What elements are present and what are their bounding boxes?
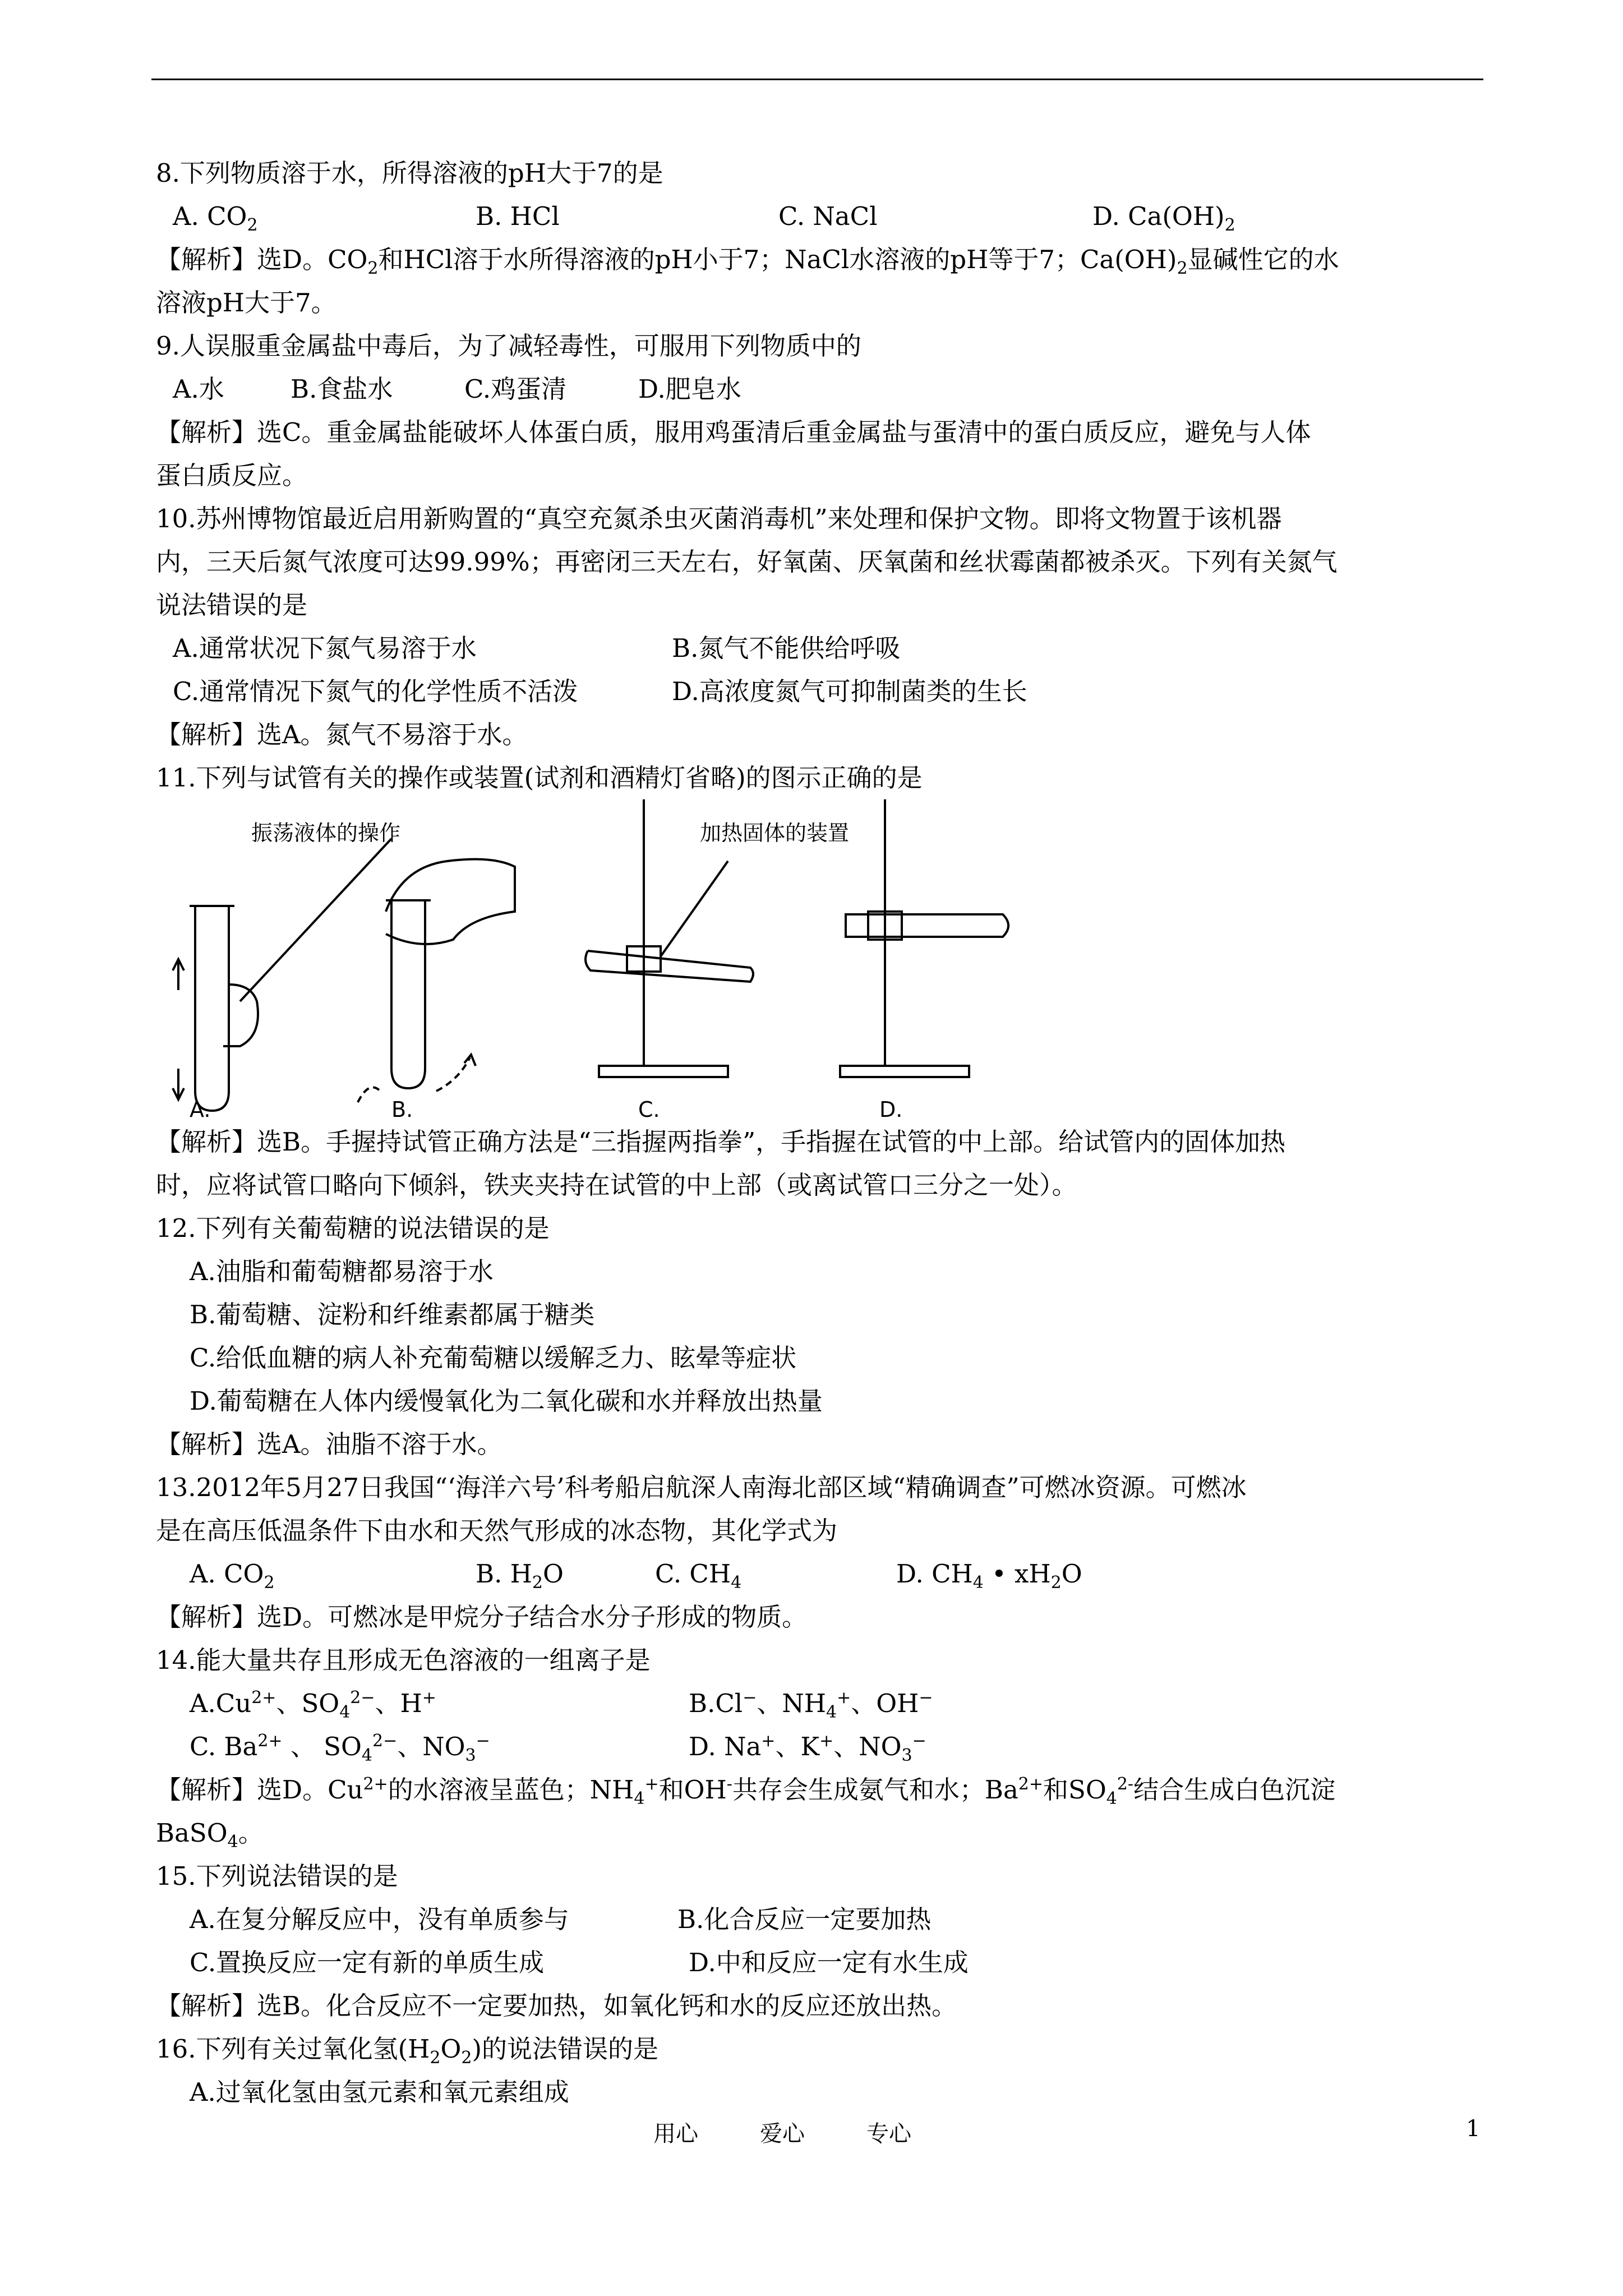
q13-option-c: C. $CH_4$	[655, 1559, 742, 1593]
q8-option-b: B. HCl	[476, 201, 560, 231]
q10-option-a: A.通常状况下氮气易溶于水	[173, 633, 477, 663]
fig-a-test-tube	[173, 839, 391, 1111]
q12-analysis: 【解析】选A。油脂不溶于水。	[156, 1429, 502, 1459]
q9-option-b: B.食盐水	[291, 374, 393, 404]
q13-stem-cont: 是在高压低温条件下由水和天然气形成的冰态物，其化学式为	[156, 1516, 838, 1545]
q11-fig-d-label: D.	[879, 1097, 903, 1122]
header-rule	[151, 79, 1483, 80]
q12-option-d: D.葡萄糖在人体内缓慢氧化为二氧化碳和水并释放出热量	[190, 1386, 823, 1416]
q8-analysis: 【解析】选D。$CO_2$和HCl溶于水所得溶液的pH小于7；NaCl水溶液的pH等于7；$Ca(OH)_2$显碱性它的水	[156, 245, 1339, 278]
q11-fig-label-heat: 加热固体的装置	[700, 821, 850, 845]
q8-stem: 8.下列物质溶于水，所得溶液的pH大于7的是	[156, 158, 663, 188]
q10-stem-end: 说法错误的是	[156, 590, 308, 620]
footer-word-2: 爱心	[760, 2121, 805, 2147]
q15-options-row1	[156, 1898, 1491, 1941]
q8-option-a: A. $CO_2$	[173, 201, 258, 235]
q10-analysis: 【解析】选A。氮气不易溶于水。	[156, 720, 528, 749]
q12-option-c: C.给低血糖的病人补充葡萄糖以缓解乏力、眩晕等症状	[190, 1343, 797, 1373]
fig-d-iron-stand	[840, 799, 1008, 1077]
q12-option-b: B.葡萄糖、淀粉和纤维素都属于糖类	[190, 1300, 595, 1329]
q15-options-row2	[156, 1941, 1491, 1984]
q14-stem: 14.能大量共存且形成无色溶液的一组离子是	[156, 1645, 651, 1675]
q11-fig-b-label: B.	[391, 1097, 413, 1122]
q16-option-a: A.过氧化氢由氢元素和氧元素组成	[190, 2077, 569, 2107]
q14-options-row1	[156, 1682, 1491, 1725]
q10-stem: 10.苏州博物馆最近启用新购置的“真空充氮杀虫灭菌消毒机”来处理和保护文物。即将文物置于该机器	[156, 504, 1282, 533]
q13-analysis: 【解析】选D。可燃冰是甲烷分子结合水分子形成的物质。	[156, 1602, 808, 1632]
q15-option-d: D.中和反应一定有水生成	[689, 1948, 969, 1977]
q11-analysis: 【解析】选B。手握持试管正确方法是“三指握两指拳”，手指握在试管的中上部。给试管内的固体加热	[156, 1127, 1286, 1157]
q8-option-d: D. $Ca(OH)_2$	[1092, 201, 1235, 235]
q14-option-c: C. $Ba^{2+}$ 、 $SO_4^{2-}$、$NO_3^-$	[190, 1731, 490, 1765]
q13-option-a: A. $CO_2$	[190, 1559, 275, 1593]
q9-option-d: D.肥皂水	[638, 374, 741, 404]
q9-analysis: 【解析】选C。重金属盐能破坏人体蛋白质，服用鸡蛋清后重金属盐与蛋清中的蛋白质反应，避免与人体	[156, 417, 1311, 447]
q9-analysis-cont: 蛋白质反应。	[156, 461, 308, 490]
q8-options	[156, 195, 1491, 238]
q9-options	[156, 367, 1491, 411]
q9-stem: 9.人误服重金属盐中毒后，为了减轻毒性，可服用下列物质中的	[156, 331, 861, 361]
q11-fig-label-shake: 振荡液体的操作	[251, 821, 401, 845]
q9-option-c: C.鸡蛋清	[464, 374, 567, 404]
q10-options-row2	[156, 670, 1491, 713]
q15-option-b: B.化合反应一定要加热	[677, 1904, 932, 1934]
q9-option-a: A.水	[173, 374, 224, 404]
q14-option-d: D. Na+、K+、$NO_3^-$	[689, 1731, 926, 1765]
q11-fig-c-label: C.	[638, 1097, 660, 1122]
q14-analysis-cont: BaSO$_4$。	[156, 1818, 264, 1852]
q12-option-a: A.油脂和葡萄糖都易溶于水	[190, 1257, 494, 1286]
q13-options	[156, 1552, 1491, 1595]
q15-stem: 15.下列说法错误的是	[156, 1861, 398, 1891]
footer-motto	[653, 2116, 911, 2148]
q14-option-b: B.Cl−、$NH_4^+$、OH−	[689, 1688, 933, 1722]
q13-stem: 13.2012年5月27日我国“‘海洋六号’科考船启航深人南海北部区域“精确调查”可燃冰资源。可燃冰	[156, 1473, 1247, 1502]
q14-option-a: $A.Cu^{2+}$、$SO_4^{2-}$、H+	[190, 1688, 436, 1722]
q12-stem: 12.下列有关葡萄糖的说法错误的是	[156, 1213, 550, 1243]
q15-option-c: C.置换反应一定有新的单质生成	[190, 1948, 545, 1977]
q11-stem: 11.下列与试管有关的操作或装置(试剂和酒精灯省略)的图示正确的是	[156, 763, 923, 793]
q10-stem-cont: 内，三天后氮气浓度可达99.99%；再密闭三天左右，好氧菌、厌氧菌和丝状霉菌都被杀灭。下列有关氮气	[156, 547, 1338, 577]
q11-fig-a-label: A.	[190, 1097, 211, 1122]
page-content	[156, 151, 1491, 2114]
footer-word-3: 专心	[866, 2121, 911, 2147]
q11-figures	[156, 799, 1491, 1120]
q15-analysis: 【解析】选B。化合反应不一定要加热，如氧化钙和水的反应还放出热。	[156, 1991, 957, 2021]
q8-analysis-cont: 溶液pH大于7。	[156, 288, 336, 318]
q10-option-b: B.氮气不能供给呼吸	[672, 633, 901, 663]
q8-option-c: C. NaCl	[778, 201, 878, 231]
page-number: 1	[1466, 2116, 1481, 2142]
fig-b-test-tube	[358, 859, 515, 1102]
q14-options-row2	[156, 1725, 1491, 1768]
q10-option-c: C.通常情况下氮气的化学性质不活泼	[173, 677, 578, 706]
q16-stem: 16.下列有关过氧化氢$(H_2O_2)$的说法错误的是	[156, 2034, 659, 2068]
q10-options-row1	[156, 627, 1491, 670]
footer-word-1: 用心	[653, 2121, 698, 2147]
q13-option-b: B. $H_2O$	[476, 1559, 564, 1593]
q13-option-d: D. $CH_4$ • $xH_2O$	[896, 1559, 1082, 1593]
q14-analysis: 【解析】选D。$Cu^{2+}$的水溶液呈蓝色；$NH_4^+$和OH-共存会生成氨气和水；$Ba^{2+}$和$SO_4^{2-}$结合生成白色沉淀	[156, 1774, 1336, 1809]
q11-analysis-cont: 时，应将试管口略向下倾斜，铁夹夹持在试管的中上部（或离试管口三分之一处）。	[156, 1170, 1077, 1200]
q10-option-d: D.高浓度氮气可抑制菌类的生长	[672, 677, 1027, 706]
q15-option-a: A.在复分解反应中，没有单质参与	[190, 1904, 569, 1934]
